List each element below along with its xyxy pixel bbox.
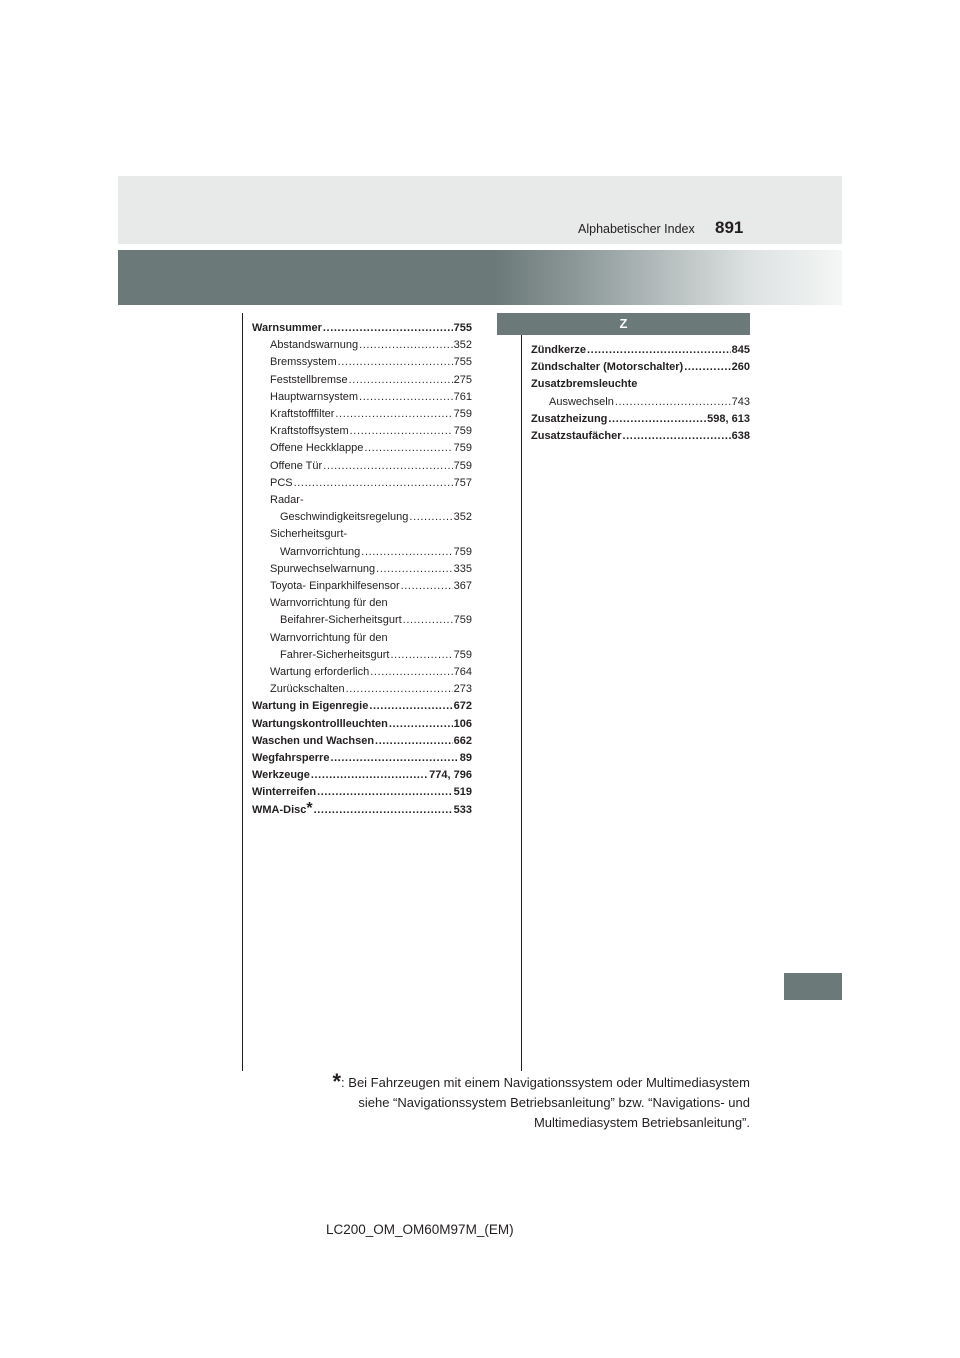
index-entry: WMA-Disc * ..... 533 bbox=[252, 802, 472, 819]
index-term: Wartung in Eigenregie bbox=[252, 700, 369, 713]
index-page-ref: 759 bbox=[453, 648, 472, 661]
section-thumb-tab bbox=[784, 973, 842, 1000]
leader-dots bbox=[349, 372, 453, 389]
index-entry bbox=[252, 372, 472, 389]
index-page-ref: 759 bbox=[453, 408, 472, 421]
index-term: PCS bbox=[270, 476, 293, 489]
index-entry bbox=[252, 698, 472, 715]
index-entry bbox=[531, 376, 750, 393]
index-term: Wartung erforderlich bbox=[270, 666, 370, 679]
index-page-ref: 759 bbox=[453, 459, 472, 472]
index-page-ref: 273 bbox=[453, 683, 472, 696]
index-term: Zündkerze bbox=[531, 344, 587, 356]
leader-dots bbox=[314, 802, 453, 819]
index-term: Warnvorrichtung für den bbox=[270, 597, 388, 610]
index-page-ref: 662 bbox=[453, 734, 472, 747]
index-entry bbox=[252, 492, 472, 509]
center-column-divider bbox=[521, 313, 522, 1071]
index-term: Zusatzheizung bbox=[531, 412, 608, 425]
section-letter-z: Z bbox=[497, 313, 750, 335]
index-page-ref: 260 bbox=[731, 361, 750, 374]
index-entry bbox=[252, 440, 472, 457]
leader-dots bbox=[364, 440, 452, 457]
index-entry bbox=[252, 784, 472, 801]
index-entry bbox=[531, 359, 750, 376]
index-page-ref: 106 bbox=[453, 717, 472, 730]
index-term: Feststellbremse bbox=[270, 373, 348, 386]
leader-dots bbox=[403, 612, 453, 629]
index-entry bbox=[252, 406, 472, 423]
index-entry bbox=[252, 320, 472, 337]
index-entry bbox=[252, 664, 472, 681]
leader-dots bbox=[294, 475, 453, 492]
page-title: Alphabetischer Index bbox=[578, 222, 695, 236]
index-entry bbox=[252, 733, 472, 750]
index-page-ref: 764 bbox=[453, 666, 472, 679]
index-term: Zusatzstaufächer bbox=[531, 430, 622, 443]
index-entry bbox=[252, 561, 472, 578]
index-page-ref: 598, 613 bbox=[707, 412, 750, 425]
leader-dots bbox=[684, 359, 730, 376]
left-column-divider bbox=[242, 313, 243, 1071]
index-entry bbox=[252, 767, 472, 784]
index-entry bbox=[252, 612, 472, 629]
leader-dots bbox=[359, 389, 453, 406]
footnote-line-2: siehe “Navigationssystem Betriebsanleitung” bzw. “Navigations- und bbox=[358, 1095, 750, 1110]
index-page-ref: 367 bbox=[453, 580, 472, 593]
index-term: Kraftstofffilter bbox=[270, 408, 335, 421]
index-term: Offene Heckklappe bbox=[270, 442, 364, 455]
index-entry bbox=[252, 630, 472, 647]
leader-dots bbox=[401, 578, 453, 595]
index-term: Kraftstoffsystem bbox=[270, 425, 349, 438]
leader-dots bbox=[350, 423, 453, 440]
index-entry bbox=[531, 428, 750, 445]
leader-dots bbox=[409, 509, 452, 526]
leader-dots bbox=[317, 784, 453, 801]
index-entry bbox=[252, 475, 472, 492]
leader-dots bbox=[323, 458, 452, 475]
index-term: Zurückschalten bbox=[270, 683, 345, 696]
index-entry bbox=[252, 544, 472, 561]
index-term: Offene Tür bbox=[270, 459, 323, 472]
index-entry bbox=[252, 681, 472, 698]
leader-dots bbox=[323, 320, 453, 337]
index-entry bbox=[252, 458, 472, 475]
leader-dots bbox=[346, 681, 453, 698]
index-entry bbox=[252, 750, 472, 767]
index-page-ref: 761 bbox=[453, 390, 472, 403]
index-term: WMA-Disc bbox=[252, 803, 307, 816]
index-entry bbox=[252, 423, 472, 440]
index-term: Hauptwarnsystem bbox=[270, 390, 359, 403]
footnote-line-3: Multimediasystem Betriebsanleitung”. bbox=[533, 1115, 750, 1130]
leader-dots bbox=[338, 354, 453, 371]
index-page-ref: 759 bbox=[453, 614, 472, 627]
index-page-ref: 335 bbox=[453, 562, 472, 575]
leader-dots bbox=[608, 411, 706, 428]
index-entry bbox=[252, 354, 472, 371]
leader-dots bbox=[376, 561, 452, 578]
index-term: Radar- bbox=[270, 494, 304, 507]
index-entry bbox=[252, 389, 472, 406]
leader-dots bbox=[370, 664, 452, 681]
leader-dots bbox=[622, 428, 730, 445]
leader-dots bbox=[311, 767, 428, 784]
index-term: Wartungskontrollleuchten bbox=[252, 717, 388, 730]
index-entry bbox=[531, 342, 750, 359]
index-page-ref: 743 bbox=[731, 395, 750, 408]
index-term: Spurwechselwarnung bbox=[270, 562, 376, 575]
index-page-ref: 845 bbox=[731, 344, 750, 356]
index-page-ref: 755 bbox=[453, 356, 472, 369]
leader-dots bbox=[587, 342, 731, 359]
index-page-ref: 352 bbox=[453, 339, 472, 352]
index-entry bbox=[252, 337, 472, 354]
index-entry bbox=[252, 716, 472, 733]
index-term: Sicherheitsgurt- bbox=[270, 528, 348, 541]
leader-dots bbox=[359, 337, 453, 354]
index-page-ref: 757 bbox=[453, 476, 472, 489]
index-page-ref: 638 bbox=[731, 430, 750, 443]
index-column-left bbox=[252, 320, 472, 819]
index-term: Zündschalter (Motorschalter) bbox=[531, 361, 684, 374]
document-code: LC200_OM_OM60M97M_(EM) bbox=[326, 1222, 514, 1237]
index-entry bbox=[252, 526, 472, 543]
index-term: Abstandswarnung bbox=[270, 339, 359, 352]
index-page-ref: 774, 796 bbox=[429, 769, 472, 782]
leader-dots bbox=[615, 394, 731, 411]
index-page-ref: 533 bbox=[453, 803, 472, 816]
index-term: Werkzeuge bbox=[252, 769, 310, 782]
index-term: Toyota- Einparkhilfesensor bbox=[270, 580, 400, 593]
index-term: Warnvorrichtung bbox=[280, 545, 361, 558]
index-entry bbox=[252, 578, 472, 595]
index-term: Beifahrer-Sicherheitsgurt bbox=[280, 614, 402, 627]
index-term: Wegfahrsperre bbox=[252, 752, 330, 765]
header-gradient-band bbox=[118, 250, 842, 305]
index-entry bbox=[531, 411, 750, 428]
leader-dots bbox=[330, 750, 458, 767]
leader-dots bbox=[335, 406, 452, 423]
index-term: Fahrer-Sicherheitsgurt bbox=[280, 648, 390, 661]
index-page-ref: 672 bbox=[453, 700, 472, 713]
index-term: Bremssystem bbox=[270, 356, 337, 369]
leader-dots bbox=[375, 733, 453, 750]
index-page-ref: 755 bbox=[453, 322, 472, 334]
footnote-marker: * bbox=[332, 1069, 342, 1094]
index-term: Geschwindigkeitsregelung bbox=[280, 511, 409, 524]
footnote-line-1: : Bei Fahrzeugen mit einem Navigationssystem oder Multimediasystem bbox=[341, 1075, 750, 1090]
page-number: 891 bbox=[715, 218, 744, 237]
index-entry bbox=[252, 647, 472, 664]
index-page-ref: 275 bbox=[453, 373, 472, 386]
index-entry bbox=[252, 595, 472, 612]
index-term: Zusatzbremsleuchte bbox=[531, 378, 638, 391]
index-page-ref: 89 bbox=[459, 752, 472, 765]
index-term: Waschen und Wachsen bbox=[252, 734, 375, 747]
index-term: Auswechseln bbox=[549, 395, 614, 408]
index-page-ref: 759 bbox=[453, 545, 472, 558]
index-page-ref: 759 bbox=[453, 442, 472, 455]
index-page-ref: 519 bbox=[453, 786, 472, 799]
index-entry bbox=[531, 394, 750, 411]
leader-dots bbox=[389, 716, 453, 733]
index-term: Warnsummer bbox=[252, 322, 322, 334]
index-entry bbox=[252, 509, 472, 526]
leader-dots bbox=[369, 698, 452, 715]
leader-dots bbox=[390, 647, 452, 664]
footnote bbox=[230, 1069, 750, 1133]
leader-dots bbox=[361, 544, 452, 561]
index-page-ref: 352 bbox=[453, 511, 472, 524]
index-term: Winterreifen bbox=[252, 786, 317, 799]
index-term: Warnvorrichtung für den bbox=[270, 631, 388, 644]
index-page-ref: 759 bbox=[453, 425, 472, 438]
index-column-right bbox=[531, 342, 750, 445]
